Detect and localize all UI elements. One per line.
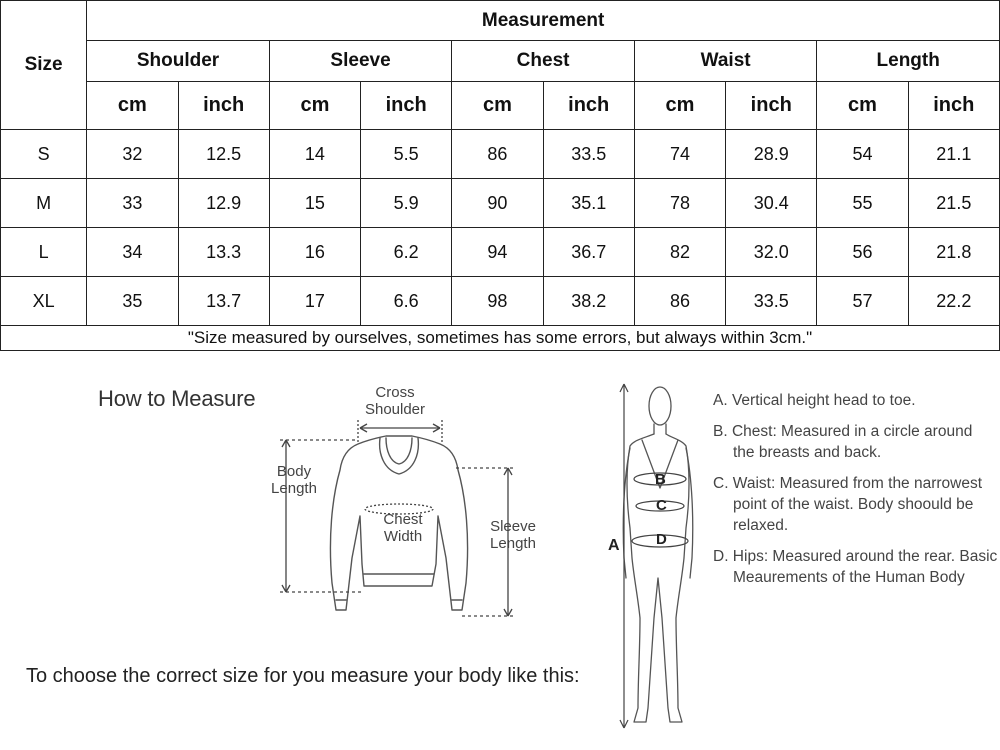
marker-c: C	[656, 497, 667, 514]
value-cell: 86	[452, 130, 543, 179]
value-cell: 56	[817, 228, 908, 277]
measurement-header: Measurement	[87, 1, 1000, 41]
cross-shoulder-label: Cross Shoulder	[364, 384, 426, 418]
marker-b: B	[655, 471, 666, 488]
value-cell: 35	[87, 277, 178, 326]
value-cell: 22.2	[908, 277, 999, 326]
marker-a: A	[608, 537, 620, 554]
value-cell: 33.5	[726, 277, 817, 326]
size-note: "Size measured by ourselves, sometimes has some errors, but always within 3cm."	[1, 326, 1000, 351]
unit-header: cm	[634, 82, 725, 130]
value-cell: 33.5	[543, 130, 634, 179]
unit-header: inch	[543, 82, 634, 130]
value-cell: 21.1	[908, 130, 999, 179]
size-chart-table	[0, 0, 1000, 351]
group-header-length: Length	[817, 41, 1000, 82]
table-row	[1, 277, 1000, 326]
size-header: Size	[1, 1, 87, 130]
value-cell: 21.8	[908, 228, 999, 277]
human-body-diagram	[600, 378, 710, 748]
value-cell: 21.5	[908, 179, 999, 228]
group-header-waist: Waist	[634, 41, 817, 82]
value-cell: 16	[269, 228, 360, 277]
value-cell: 13.3	[178, 228, 269, 277]
group-header-chest: Chest	[452, 41, 635, 82]
value-cell: 30.4	[726, 179, 817, 228]
group-header-sleeve: Sleeve	[269, 41, 452, 82]
unit-header: cm	[269, 82, 360, 130]
value-cell: 55	[817, 179, 908, 228]
value-cell: 98	[452, 277, 543, 326]
table-row	[1, 228, 1000, 277]
unit-header: inch	[726, 82, 817, 130]
value-cell: 74	[634, 130, 725, 179]
value-cell: 12.5	[178, 130, 269, 179]
value-cell: 32.0	[726, 228, 817, 277]
value-cell: 86	[634, 277, 725, 326]
instruction-a: A. Vertical height head to toe.	[713, 392, 916, 409]
how-to-measure-title: How to Measure	[98, 386, 256, 411]
value-cell: 38.2	[543, 277, 634, 326]
size-cell: M	[1, 179, 87, 228]
size-cell: L	[1, 228, 87, 277]
unit-header: inch	[178, 82, 269, 130]
value-cell: 6.6	[361, 277, 452, 326]
body-length-label: Body Length	[271, 463, 317, 497]
unit-header: inch	[361, 82, 452, 130]
value-cell: 94	[452, 228, 543, 277]
table-row	[1, 179, 1000, 228]
value-cell: 78	[634, 179, 725, 228]
instruction-b: B. Chest: Measured in a circle around the breasts and back.	[713, 423, 973, 461]
size-cell: XL	[1, 277, 87, 326]
measurement-instructions	[713, 390, 998, 598]
value-cell: 35.1	[543, 179, 634, 228]
sleeve-length-label: Sleeve Length	[490, 518, 536, 552]
value-cell: 5.9	[361, 179, 452, 228]
value-cell: 32	[87, 130, 178, 179]
value-cell: 5.5	[361, 130, 452, 179]
value-cell: 17	[269, 277, 360, 326]
value-cell: 36.7	[543, 228, 634, 277]
instruction-c: C. Waist: Measured from the narrowest point of the waist. Body shoould be relaxed.	[713, 475, 983, 534]
value-cell: 33	[87, 179, 178, 228]
unit-header: inch	[908, 82, 999, 130]
unit-header: cm	[452, 82, 543, 130]
value-cell: 6.2	[361, 228, 452, 277]
value-cell: 90	[452, 179, 543, 228]
group-header-shoulder: Shoulder	[87, 41, 270, 82]
value-cell: 12.9	[178, 179, 269, 228]
size-cell: S	[1, 130, 87, 179]
value-cell: 28.9	[726, 130, 817, 179]
value-cell: 54	[817, 130, 908, 179]
value-cell: 57	[817, 277, 908, 326]
value-cell: 82	[634, 228, 725, 277]
unit-header: cm	[87, 82, 178, 130]
value-cell: 13.7	[178, 277, 269, 326]
chest-width-label: Chest Width	[383, 511, 423, 545]
value-cell: 15	[269, 179, 360, 228]
unit-header: cm	[817, 82, 908, 130]
table-row	[1, 130, 1000, 179]
choose-size-text: To choose the correct size for you measure your body like this:	[26, 665, 580, 687]
value-cell: 34	[87, 228, 178, 277]
instruction-d: D. Hips: Measured around the rear. Basic Meaurements of the Human Body	[713, 548, 998, 586]
marker-d: D	[656, 531, 667, 548]
value-cell: 14	[269, 130, 360, 179]
